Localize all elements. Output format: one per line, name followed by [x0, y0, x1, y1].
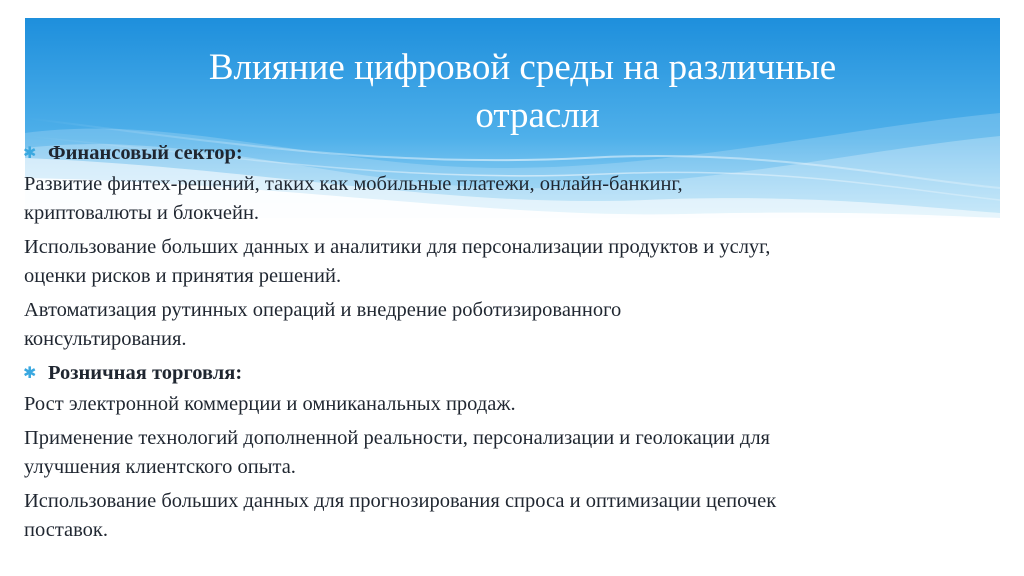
star-bullet-icon: ✱	[23, 365, 37, 382]
section-heading-retail	[24, 359, 1014, 388]
paragraph-line: Использование больших данных и аналитики для персонализации продуктов и услуг,	[24, 236, 771, 258]
paragraph	[24, 170, 1014, 228]
paragraph-line: Автоматизация рутинных операций и внедрение роботизированного	[24, 299, 622, 321]
paragraph	[24, 233, 1014, 291]
section-heading-finance	[24, 139, 1014, 168]
title-line-1: Влияние цифровой среды на различные	[208, 47, 837, 88]
paragraph-line: Рост электронной коммерции и омниканальных продаж.	[24, 393, 516, 415]
title-line-2: отрасли	[475, 95, 600, 136]
paragraph-line: поставок.	[24, 519, 109, 541]
slide-content	[24, 139, 1014, 550]
paragraph-line: криптовалюты и блокчейн.	[24, 202, 260, 224]
paragraph	[24, 296, 1014, 354]
section-heading-label: Финансовый сектор:	[48, 142, 243, 164]
star-bullet-icon: ✱	[23, 145, 37, 162]
paragraph	[24, 424, 1014, 482]
paragraph	[24, 390, 1014, 419]
paragraph-line: Развитие финтех-решений, таких как мобильные платежи, онлайн-банкинг,	[24, 173, 683, 195]
paragraph-line: Использование больших данных для прогнозирования спроса и оптимизации цепочек	[24, 490, 777, 512]
paragraph	[24, 487, 1014, 545]
paragraph-line: консультирования.	[24, 328, 187, 350]
paragraph-line: Применение технологий дополненной реальности, персонализации и геолокации для	[24, 427, 770, 449]
paragraph-line: улучшения клиентского опыта.	[24, 456, 296, 478]
section-heading-label: Розничная торговля:	[48, 362, 243, 384]
page-title	[50, 44, 995, 140]
paragraph-line: оценки рисков и принятия решений.	[24, 265, 342, 287]
